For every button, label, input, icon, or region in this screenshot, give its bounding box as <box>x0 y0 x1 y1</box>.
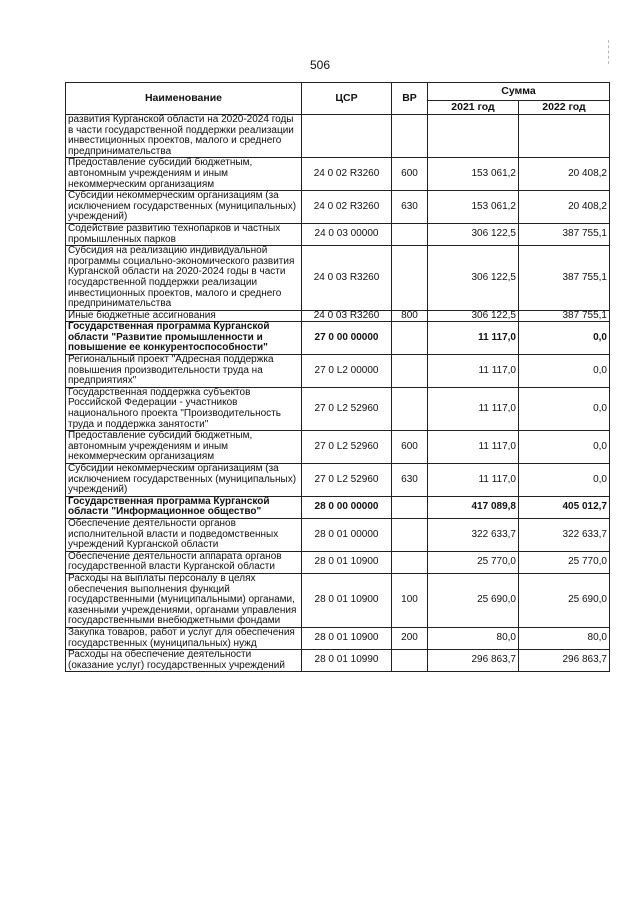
row-csr-cell: 27 0 00 00000 <box>302 322 392 355</box>
table-row <box>66 355 610 388</box>
table-row <box>66 310 610 322</box>
row-name-cell: Государственная программа Курганской области "Информационное общество" <box>66 496 302 518</box>
row-name-cell: Содействие развитию технопарков и частных промышленных парков <box>66 223 302 245</box>
row-amount-2022-cell: 80,0 <box>519 627 610 649</box>
row-name-cell: Закупка товаров, работ и услуг для обеспечения государственных (муниципальных) нужд <box>66 627 302 649</box>
row-name-cell: развития Курганской области на 2020-2024 годы в части государственной поддержки реализации инвестиционных проектов, малого и среднего предпринимательства <box>66 115 302 158</box>
row-vr-cell <box>392 355 428 388</box>
row-amount-2021-cell: 11 117,0 <box>428 387 519 430</box>
row-amount-2021-cell: 322 633,7 <box>428 518 519 551</box>
row-name-cell: Предоставление субсидий бюджетным, автономным учреждениям и иным некоммерческим организациям <box>66 158 302 191</box>
row-vr-cell: 100 <box>392 573 428 627</box>
table-row <box>66 464 610 497</box>
header-sum: Сумма <box>428 83 610 101</box>
row-amount-2022-cell: 0,0 <box>519 322 610 355</box>
row-csr-cell: 27 0 L2 00000 <box>302 355 392 388</box>
row-amount-2021-cell: 11 117,0 <box>428 322 519 355</box>
row-csr-cell: 28 0 01 10900 <box>302 573 392 627</box>
header-csr: ЦСР <box>302 83 392 115</box>
row-amount-2022-cell: 296 863,7 <box>519 650 610 672</box>
row-csr-cell: 27 0 L2 52960 <box>302 431 392 464</box>
row-vr-cell <box>392 496 428 518</box>
row-name-cell: Региональный проект "Адресная поддержка повышения производительности труда на предприятиях" <box>66 355 302 388</box>
row-csr-cell: 27 0 L2 52960 <box>302 464 392 497</box>
row-csr-cell: 24 0 03 00000 <box>302 223 392 245</box>
header-year-2021: 2021 год <box>428 101 519 115</box>
row-amount-2021-cell: 11 117,0 <box>428 431 519 464</box>
row-amount-2021-cell: 25 690,0 <box>428 573 519 627</box>
row-vr-cell <box>392 223 428 245</box>
row-amount-2021-cell: 306 122,5 <box>428 223 519 245</box>
header-year-2022: 2022 год <box>519 101 610 115</box>
row-amount-2021-cell: 153 061,2 <box>428 158 519 191</box>
row-amount-2022-cell: 387 755,1 <box>519 246 610 311</box>
row-vr-cell: 600 <box>392 431 428 464</box>
table-header <box>66 83 610 115</box>
row-amount-2022-cell: 20 408,2 <box>519 191 610 224</box>
row-vr-cell: 600 <box>392 158 428 191</box>
table-row <box>66 191 610 224</box>
budget-table <box>65 82 610 672</box>
row-amount-2021-cell: 296 863,7 <box>428 650 519 672</box>
row-vr-cell <box>392 551 428 573</box>
row-csr-cell: 24 0 02 R3260 <box>302 158 392 191</box>
row-amount-2021-cell: 306 122,5 <box>428 246 519 311</box>
header-vr: ВР <box>392 83 428 115</box>
table-row <box>66 158 610 191</box>
table-body <box>66 115 610 672</box>
row-amount-2022-cell: 405 012,7 <box>519 496 610 518</box>
row-amount-2022-cell: 322 633,7 <box>519 518 610 551</box>
row-vr-cell <box>392 518 428 551</box>
row-name-cell: Субсидии некоммерческим организациям (за исключением государственных (муниципальных) учреждений) <box>66 464 302 497</box>
row-vr-cell <box>392 115 428 158</box>
row-csr-cell: 24 0 03 R3260 <box>302 246 392 311</box>
row-vr-cell: 630 <box>392 191 428 224</box>
row-name-cell: Обеспечение деятельности органов исполнительной власти и подведомственных учреждений Курганской области <box>66 518 302 551</box>
row-name-cell: Государственная программа Курганской области "Развитие промышленности и повышение ее конкурентоспособности" <box>66 322 302 355</box>
row-amount-2021-cell: 417 089,8 <box>428 496 519 518</box>
table-row <box>66 115 610 158</box>
row-csr-cell: 24 0 02 R3260 <box>302 191 392 224</box>
row-amount-2021-cell: 11 117,0 <box>428 355 519 388</box>
row-name-cell: Иные бюджетные ассигнования <box>66 310 302 322</box>
row-vr-cell: 200 <box>392 627 428 649</box>
table-row <box>66 387 610 430</box>
row-amount-2022-cell: 25 770,0 <box>519 551 610 573</box>
row-amount-2021-cell: 25 770,0 <box>428 551 519 573</box>
row-amount-2021-cell: 153 061,2 <box>428 191 519 224</box>
row-amount-2022-cell: 387 755,1 <box>519 310 610 322</box>
row-amount-2021-cell: 80,0 <box>428 627 519 649</box>
row-amount-2022-cell: 0,0 <box>519 355 610 388</box>
row-csr-cell: 28 0 01 10990 <box>302 650 392 672</box>
table-row <box>66 223 610 245</box>
row-amount-2021-cell: 306 122,5 <box>428 310 519 322</box>
row-csr-cell: 28 0 00 00000 <box>302 496 392 518</box>
row-csr-cell: 27 0 L2 52960 <box>302 387 392 430</box>
row-amount-2022-cell: 25 690,0 <box>519 573 610 627</box>
row-csr-cell: 24 0 03 R3260 <box>302 310 392 322</box>
row-name-cell: Субсидия на реализацию индивидуальной программы социально-экономического развития Курганской области на 2020-2024 годы в части государственной поддержки реализации инвестиционных проектов, малого и среднего предпринимательства <box>66 246 302 311</box>
row-amount-2022-cell: 0,0 <box>519 387 610 430</box>
table-row <box>66 246 610 311</box>
table-row <box>66 627 610 649</box>
row-name-cell: Государственная поддержка субъектов Российской Федерации - участников национального проекта "Производительность труда и поддержка занятости" <box>66 387 302 430</box>
table-row <box>66 322 610 355</box>
row-csr-cell: 28 0 01 10900 <box>302 551 392 573</box>
row-amount-2022-cell: 0,0 <box>519 464 610 497</box>
row-csr-cell <box>302 115 392 158</box>
row-amount-2022-cell <box>519 115 610 158</box>
row-amount-2022-cell: 387 755,1 <box>519 223 610 245</box>
row-amount-2021-cell: 11 117,0 <box>428 464 519 497</box>
table-row <box>66 431 610 464</box>
row-name-cell: Предоставление субсидий бюджетным, автономным учреждениям и иным некоммерческим организациям <box>66 431 302 464</box>
row-vr-cell: 800 <box>392 310 428 322</box>
scan-margin-mark <box>608 40 610 64</box>
row-vr-cell <box>392 387 428 430</box>
table-row <box>66 573 610 627</box>
page-number: 506 <box>309 58 331 72</box>
row-amount-2021-cell <box>428 115 519 158</box>
row-vr-cell <box>392 650 428 672</box>
row-name-cell: Расходы на выплаты персоналу в целях обеспечения выполнения функций государственными (муниципальными) органами, казенными учреждениями, органами управления государственными внебюджетными фондами <box>66 573 302 627</box>
row-vr-cell: 630 <box>392 464 428 497</box>
row-vr-cell <box>392 322 428 355</box>
row-csr-cell: 28 0 01 00000 <box>302 518 392 551</box>
row-amount-2022-cell: 0,0 <box>519 431 610 464</box>
table-row <box>66 551 610 573</box>
table-row <box>66 518 610 551</box>
row-vr-cell <box>392 246 428 311</box>
header-name: Наименование <box>66 83 302 115</box>
table-row <box>66 650 610 672</box>
table-row <box>66 496 610 518</box>
row-name-cell: Субсидии некоммерческим организациям (за исключением государственных (муниципальных) учреждений) <box>66 191 302 224</box>
row-csr-cell: 28 0 01 10900 <box>302 627 392 649</box>
row-amount-2022-cell: 20 408,2 <box>519 158 610 191</box>
row-name-cell: Обеспечение деятельности аппарата органов государственной власти Курганской области <box>66 551 302 573</box>
row-name-cell: Расходы на обеспечение деятельности (оказание услуг) государственных учреждений <box>66 650 302 672</box>
